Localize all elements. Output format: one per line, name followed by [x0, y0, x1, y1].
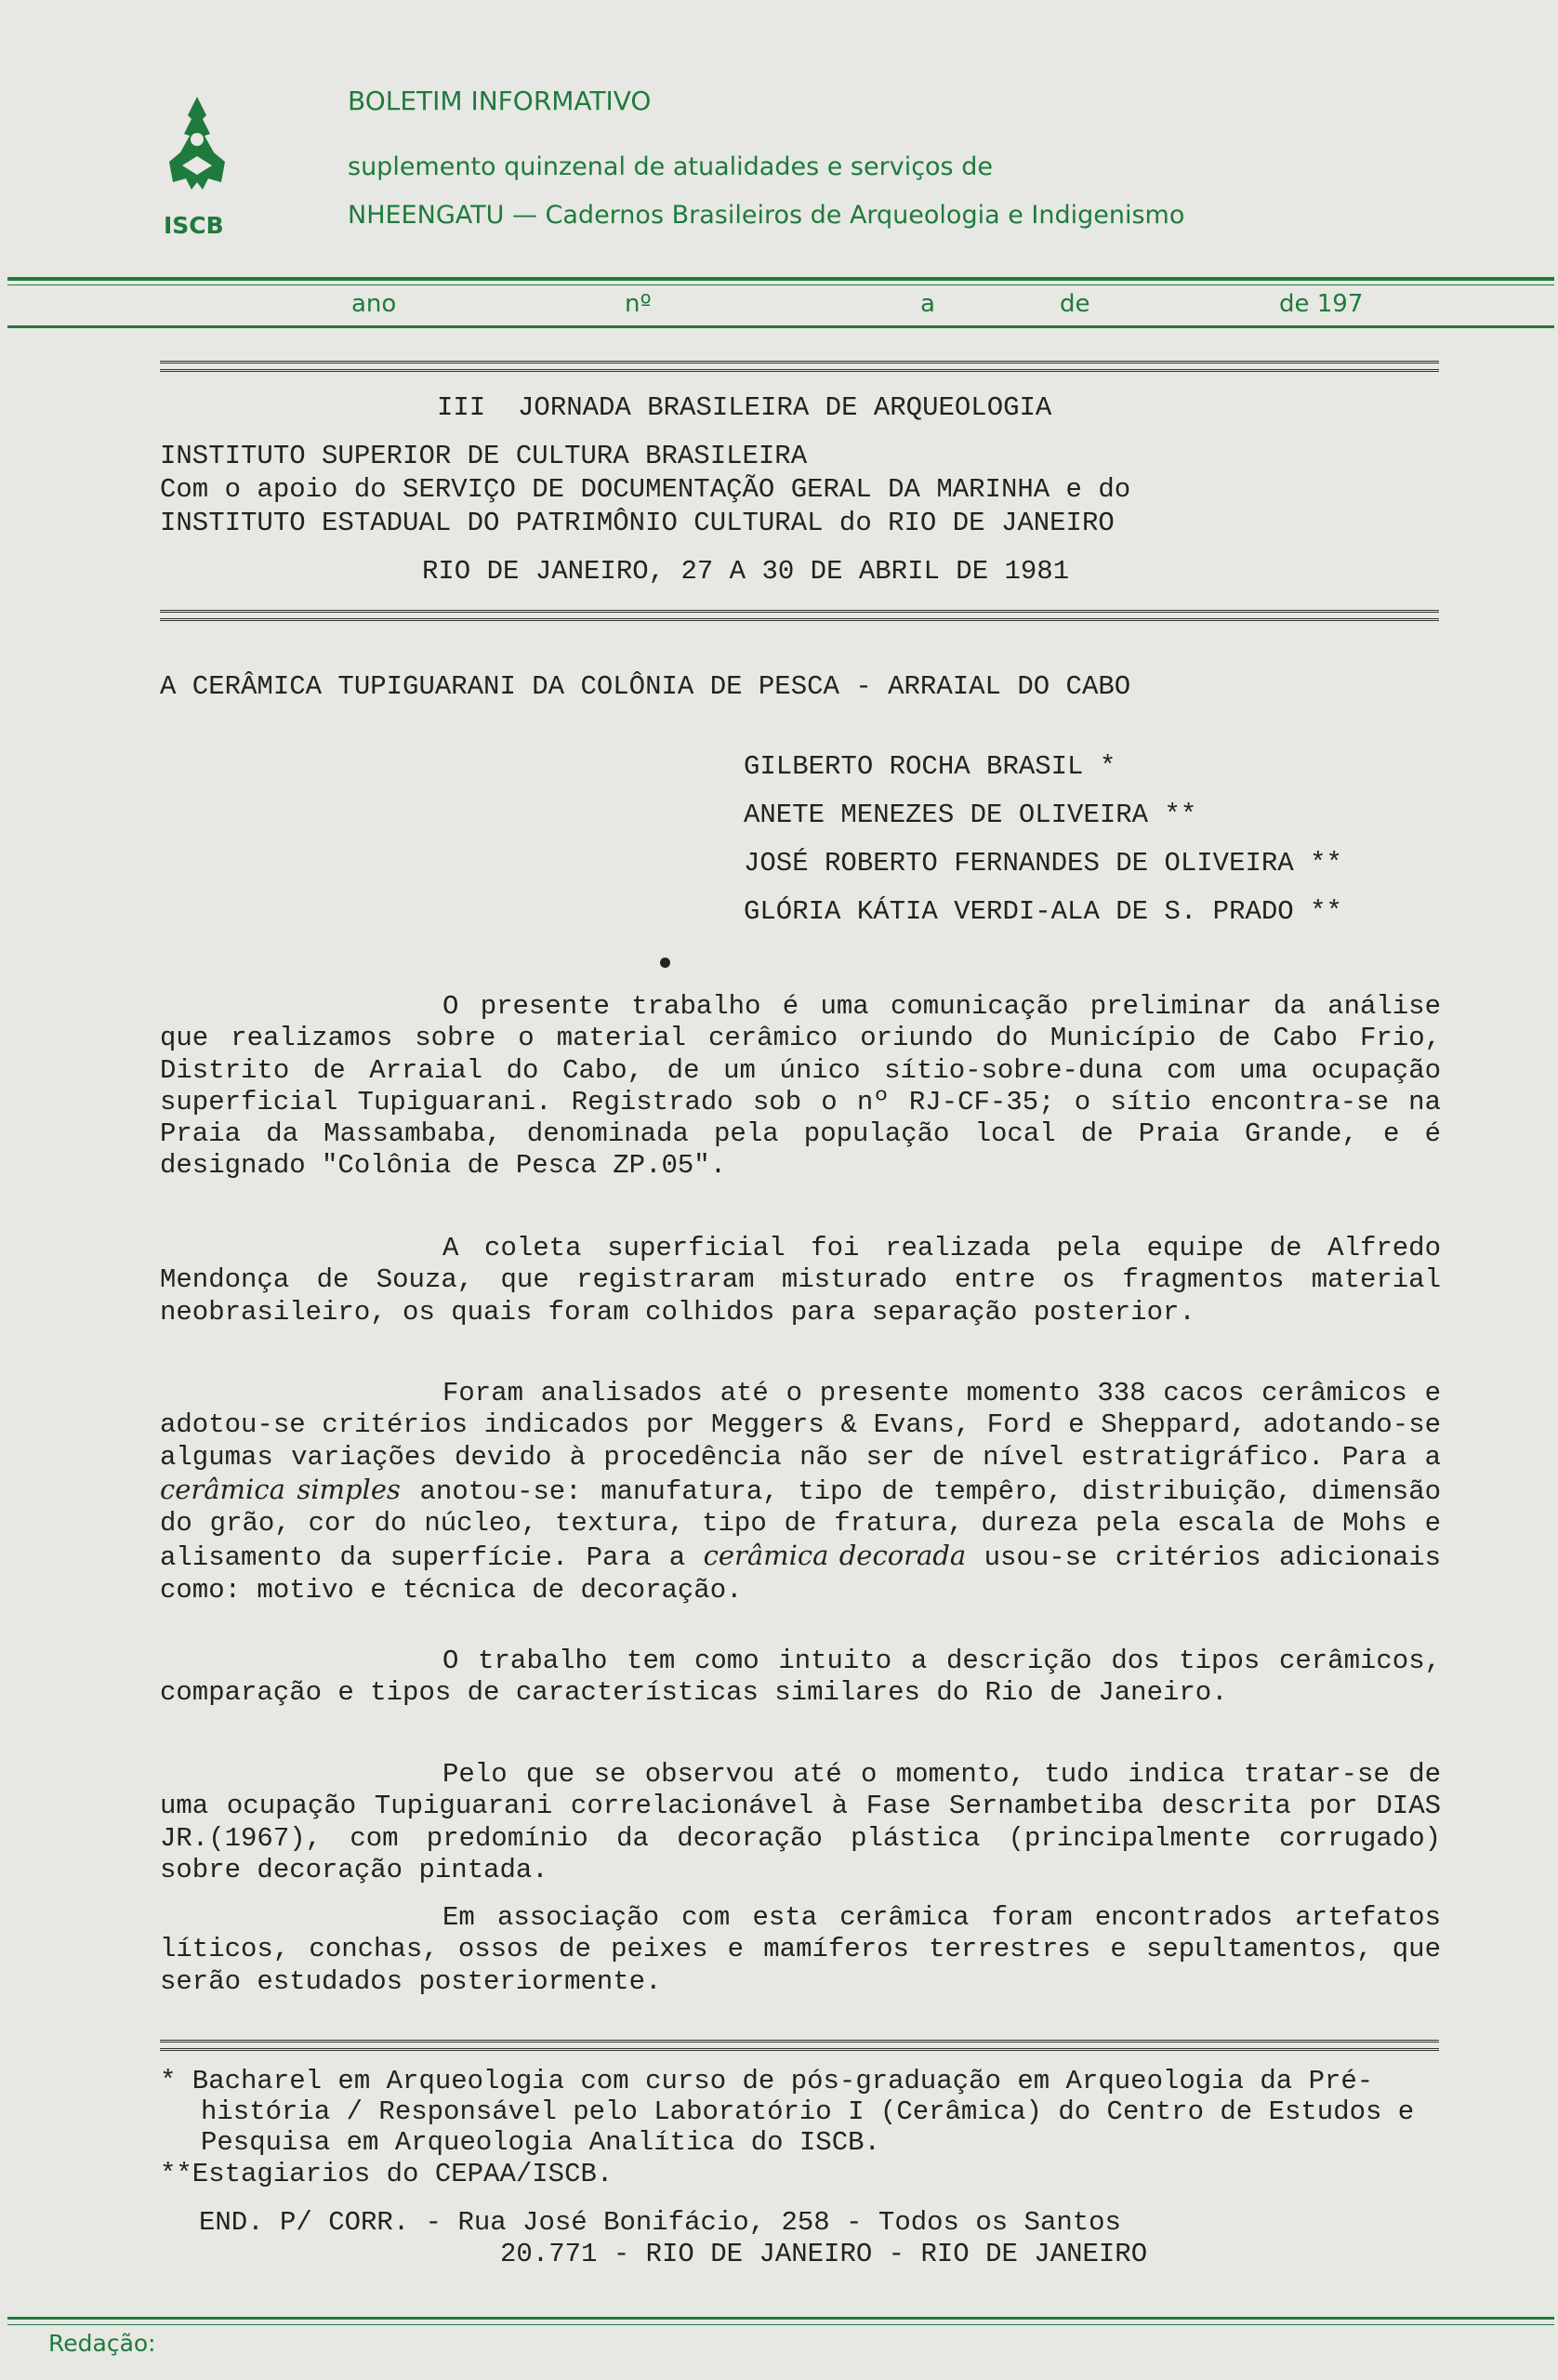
redacao-label: Redação: — [48, 2330, 156, 2357]
bulletin-title: BOLETIM INFORMATIVO — [348, 86, 652, 116]
paragraph-3 — [160, 1378, 1441, 1606]
emphasis-ceramica-decorada: cerâmica decorada — [703, 1540, 967, 1572]
issue-de: de — [1060, 290, 1090, 318]
bulletin-series: NHEENGATU — Cadernos Brasileiros de Arqueologia e Indigenismo — [348, 201, 1185, 230]
footer-rule-thin — [7, 2324, 1554, 2325]
event-institute: INSTITUTO SUPERIOR DE CULTURA BRASILEIRA — [160, 441, 808, 471]
issue-ano: ano — [351, 290, 397, 318]
paragraph-5: Pelo que se observou até o momento, tudo indica tratar-se de uma ocupação Tupiguarani correlacionável à Fase Sernambetiba descrita por DIAS JR.(1967), com predomínio da decoração plástica (principalmente corrugado) sobre decoração pintada. — [160, 1759, 1441, 1885]
separator-line — [160, 2040, 1439, 2051]
footnote-2: **Estagiarios do CEPAA/ISCB. — [160, 2159, 614, 2189]
paragraph-3-text-a: Foram analisados até o presente momento 338 cacos cerâmicos e adotou-se critérios indicados por Meggers & Evans, Ford e Sheppard, adotando-se algumas variações devido à procedência não ser de nível estratigráfico. Para a — [160, 1378, 1441, 1473]
emphasis-ceramica-simples: cerâmica simples — [160, 1473, 401, 1505]
correspondence-city: 20.771 - RIO DE JANEIRO - RIO DE JANEIRO — [500, 2239, 1148, 2269]
bullet-dot — [660, 958, 670, 968]
paragraph-6: Em associação com esta cerâmica foram encontrados artefatos líticos, conchas, ossos de peixes e mamíferos terrestres e sepultamentos, que serão estudados posteriormente. — [160, 1902, 1441, 1997]
issue-number: nº — [625, 290, 652, 318]
footer-rule — [7, 2317, 1554, 2320]
event-title: III JORNADA BRASILEIRA DE ARQUEOLOGIA — [437, 392, 1052, 423]
event-support: Com o apoio do SERVIÇO DE DOCUMENTAÇÃO GERAL DA MARINHA e do — [160, 474, 1131, 505]
author: GILBERTO ROCHA BRASIL * — [744, 751, 1116, 782]
issue-year: de 197 — [1279, 290, 1364, 318]
header-rule-bottom — [7, 325, 1554, 328]
paragraph-3-text-c: usou-se critérios adicionais como: motivo e técnica de decoração. — [160, 1542, 1442, 1606]
header-rule-top — [7, 277, 1554, 281]
separator-line — [160, 610, 1439, 621]
footnote-1: * Bacharel em Arqueologia com curso de pós-graduação em Arqueologia da Pré-história / Responsável pelo Laboratório I (Cerâmica) do Centro de Estudos e Pesquisa em Arqueologia Analítica do ISCB. — [160, 2066, 1415, 2158]
author: ANETE MENEZES DE OLIVEIRA ** — [744, 800, 1197, 830]
separator-line — [160, 361, 1439, 372]
bulletin-subtitle: suplemento quinzenal de atualidades e serviços de — [348, 152, 993, 181]
paragraph-1: O presente trabalho é uma comunicação preliminar da análise que realizamos sobre o material cerâmico oriundo do Município de Cabo Frio, Distrito de Arraial do Cabo, de um único sítio-sobre-duna com uma ocupação superficial Tupiguarani. Registrado sob o nº RJ-CF-35; o sítio encontra-se na Praia da Massambaba, denominada pela população local de Praia Grande, e é designado "Colônia de Pesca ZP.05". — [160, 991, 1441, 1182]
author: GLÓRIA KÁTIA VERDI-ALA DE S. PRADO ** — [744, 896, 1342, 927]
article-title: A CERÂMICA TUPIGUARANI DA COLÔNIA DE PESCA - ARRAIAL DO CABO — [160, 671, 1131, 702]
author: JOSÉ ROBERTO FERNANDES DE OLIVEIRA ** — [744, 848, 1342, 879]
issue-a: a — [920, 290, 935, 318]
paragraph-2: A coleta superficial foi realizada pela equipe de Alfredo Mendonça de Souza, que registraram misturado entre os fragmentos material neobrasileiro, os quais foram colhidos para separação posterior. — [160, 1233, 1441, 1328]
logo-caption: ISCB — [164, 212, 224, 239]
header-rule-mid — [7, 284, 1554, 285]
iscb-logo-icon — [160, 93, 234, 212]
paragraph-4: O trabalho tem como intuito a descrição dos tipos cerâmicos, comparação e tipos de características similares do Rio de Janeiro. — [160, 1646, 1441, 1709]
correspondence-address: END. P/ CORR. - Rua José Bonifácio, 258 - Todos os Santos — [199, 2207, 1121, 2238]
event-place-date: RIO DE JANEIRO, 27 A 30 DE ABRIL DE 1981 — [422, 556, 1070, 587]
event-support-2: INSTITUTO ESTADUAL DO PATRIMÔNIO CULTURAL do RIO DE JANEIRO — [160, 508, 1115, 538]
paragraph-3-text-b: anotou-se: manufatura, tipo de tempêro, distribuição, dimensão do grão, cor do núcleo, textura, tipo de fratura, dureza pela escala de Mohs e alisamento da superfície. Para a — [160, 1475, 1441, 1574]
